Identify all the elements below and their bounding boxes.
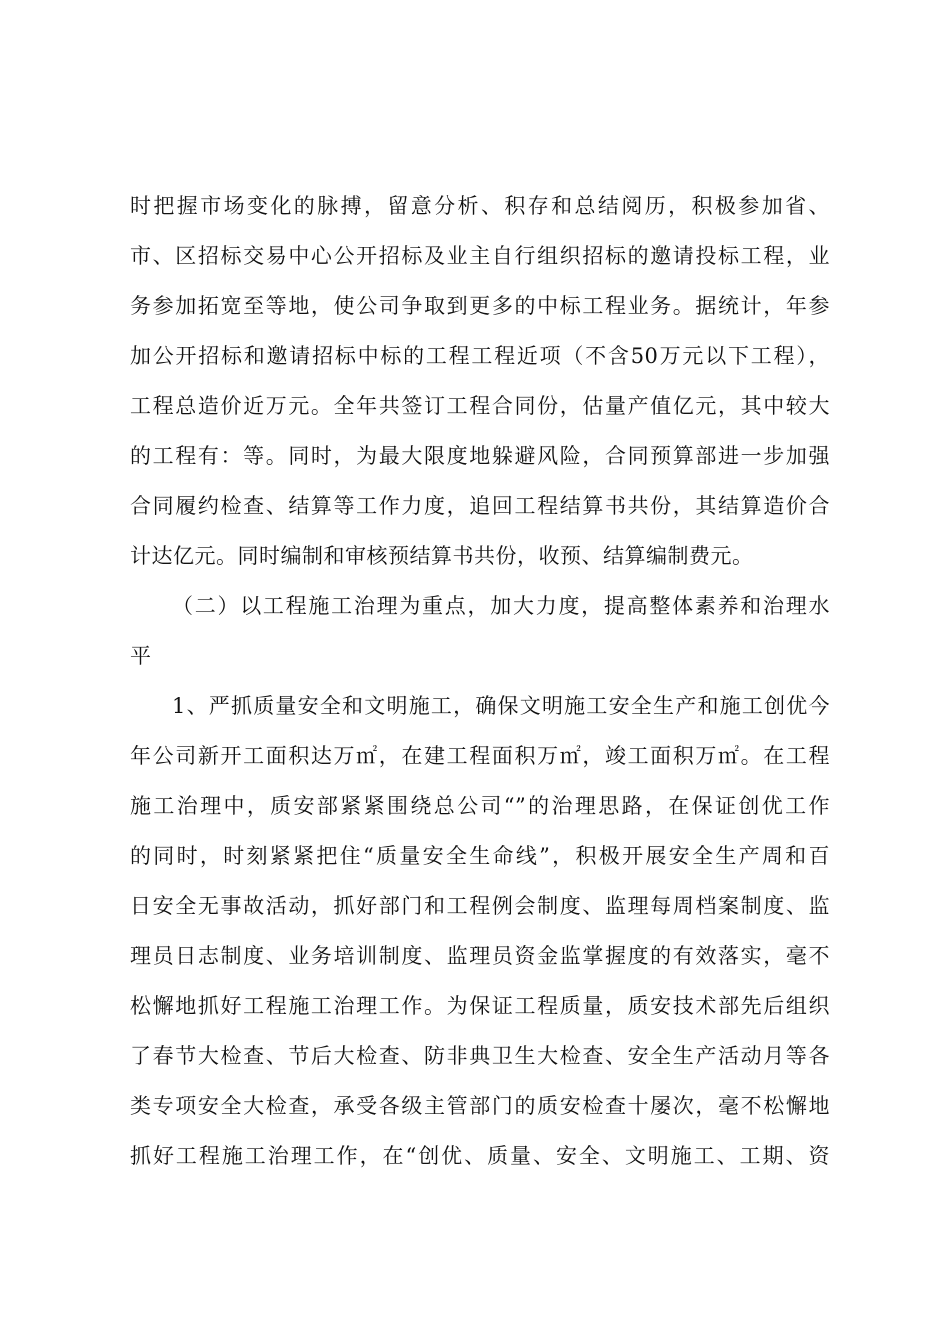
paragraph-2-line-2: 年公司新开工面积达万㎡，在建工程面积万㎡，竣工面积万㎡。在工程 bbox=[130, 744, 830, 768]
paragraph-1-line-7: 合同履约检查、结算等工作力度，追回工程结算书共份，其结算造价合 bbox=[130, 494, 830, 518]
paragraph-2-line-3: 施工治理中，质安部紧紧围绕总公司“”的治理思路，在保证创优工作 bbox=[130, 794, 830, 818]
section-heading-line-2: 平 bbox=[130, 644, 152, 668]
paragraph-1-line-2: 市、区招标交易中心公开招标及业主自行组织招标的邀请投标工程，业 bbox=[130, 244, 830, 268]
paragraph-2-line-4: 的同时，时刻紧紧把住“质量安全生命线”，积极开展安全生产周和百 bbox=[130, 844, 830, 868]
paragraph-2-line-1: 1、严抓质量安全和文明施工，确保文明施工安全生产和施工创优今 bbox=[172, 694, 830, 718]
paragraph-1-line-1: 时把握市场变化的脉搏，留意分析、积存和总结阅历，积极参加省、 bbox=[130, 194, 830, 218]
paragraph-2-line-7: 松懈地抓好工程施工治理工作。为保证工程质量，质安技术部先后组织 bbox=[130, 994, 830, 1018]
paragraph-1-line-5: 工程总造价近万元。全年共签订工程合同份，估量产值亿元，其中较大 bbox=[130, 394, 830, 418]
paragraph-2-line-10: 抓好工程施工治理工作，在“创优、质量、安全、文明施工、工期、资 bbox=[130, 1144, 830, 1168]
paragraph-1-line-6: 的工程有：等。同时，为最大限度地躲避风险，合同预算部进一步加强 bbox=[130, 444, 830, 468]
section-heading-line-1: （二）以工程施工治理为重点，加大力度，提高整体素养和治理水 bbox=[172, 594, 830, 618]
paragraph-2-line-5: 日安全无事故活动，抓好部门和工程例会制度、监理每周档案制度、监 bbox=[130, 894, 830, 918]
paragraph-1-line-8: 计达亿元。同时编制和审核预结算书共份，收预、结算编制费元。 bbox=[130, 544, 754, 568]
paragraph-1-line-4: 加公开招标和邀请招标中标的工程工程近项（不含50万元以下工程）， bbox=[130, 344, 830, 368]
paragraph-1-line-3: 务参加拓宽至等地，使公司争取到更多的中标工程业务。据统计，年参 bbox=[130, 294, 830, 318]
paragraph-2-line-6: 理员日志制度、业务培训制度、监理员资金监掌握度的有效落实，毫不 bbox=[130, 944, 830, 968]
paragraph-2-line-8: 了春节大检查、节后大检查、防非典卫生大检查、安全生产活动月等各 bbox=[130, 1044, 830, 1068]
paragraph-2-line-9: 类专项安全大检查，承受各级主管部门的质安检查十屡次，毫不松懈地 bbox=[130, 1094, 830, 1118]
